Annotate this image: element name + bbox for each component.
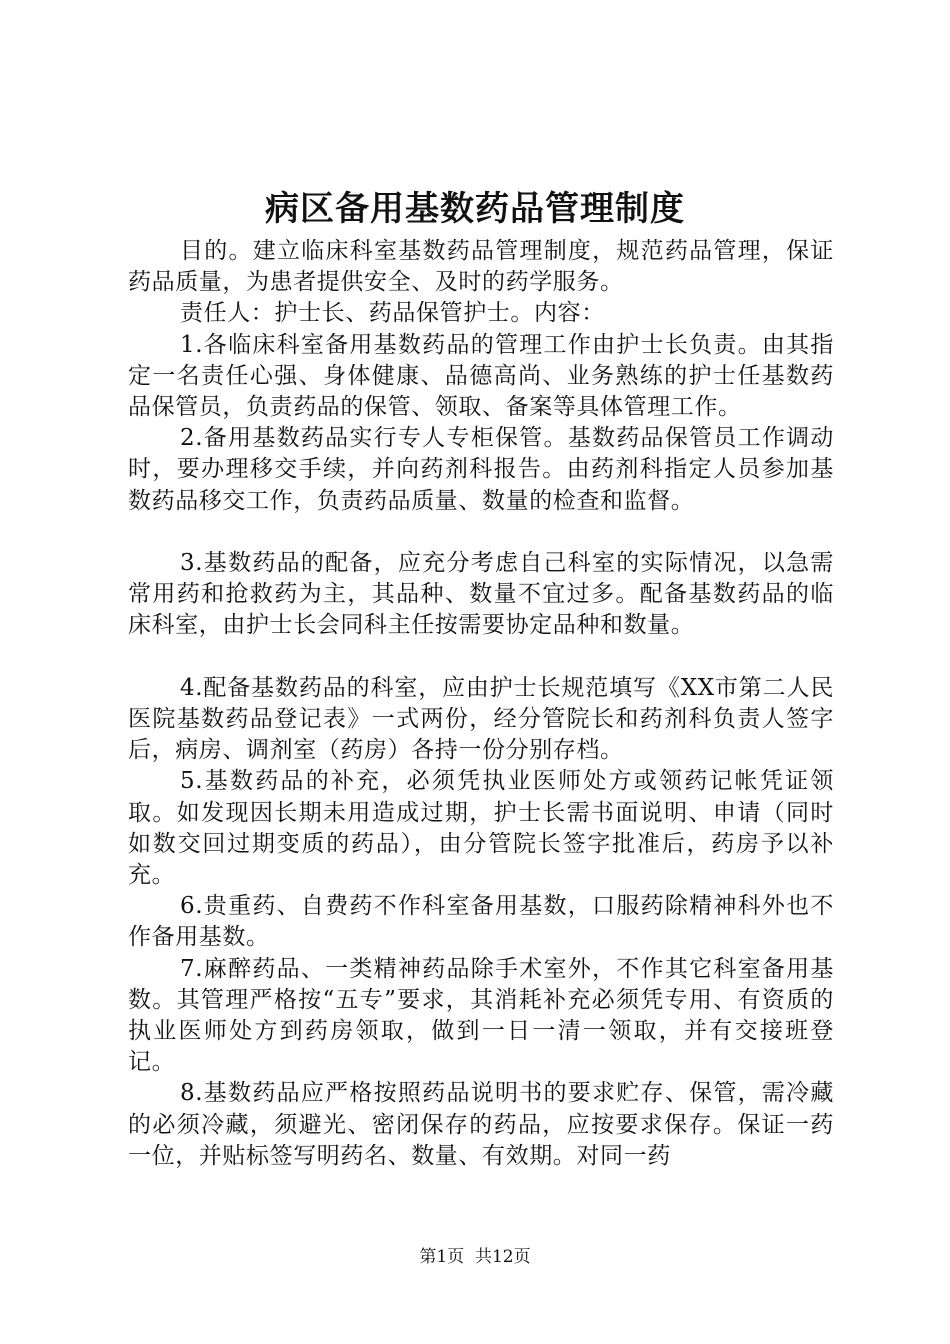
paragraph-item-1: 1.各临床科室备用基数药品的管理工作由护士长负责。由其指定一名责任心强、身体健康、品德高尚、业务熟练的护士任基数药品保管员，负责药品的保管、领取、备案等具体管理工作。	[128, 331, 834, 421]
paragraph-purpose: 目的。建立临床科室基数药品管理制度，规范药品管理，保证药品质量，为患者提供安全、及时的药学服务。	[128, 238, 834, 296]
document-body	[128, 236, 834, 1172]
paragraph-item-3: 3.基数药品的配备，应充分考虑自己科室的实际情况，以急需常用药和抢救药为主，其品种、数量不宜过多。配备基数药品的临床科室，由护士长会同科主任按需要协定品种和数量。	[128, 550, 834, 639]
page-footer	[0, 1245, 950, 1269]
paragraph-item-8: 8.基数药品应严格按照药品说明书的要求贮存、保管，需冷藏的必须冷藏，须避光、密闭保存的药品，应按要求保存。保证一药一位，并贴标签写明药名、数量、有效期。对同一药	[128, 1080, 834, 1169]
paragraph-item-7: 7.麻醉药品、一类精神药品除手术室外，不作其它科室备用基数。其管理严格按“五专”要求，其消耗补充必须凭专用、有资质的执业医师处方到药房领取，做到一日一清一领取，并有交接班登记。	[128, 955, 834, 1076]
paragraph-item-6: 6.贵重药、自费药不作科室备用基数，口服药除精神科外也不作备用基数。	[128, 893, 834, 951]
paragraph-item-2: 2.备用基数药品实行专人专柜保管。基数药品保管员工作调动时，要办理移交手续，并向药剂科报告。由药剂科指定人员参加基数药品移交工作，负责药品质量、数量的检查和监督。	[128, 425, 834, 514]
paragraph-item-4: 4.配备基数药品的科室，应由护士长规范填写《XX市第二人民医院基数药品登记表》一式两份，经分管院长和药剂科负责人签字后，病房、调剂室（药房）各持一份分别存档。	[128, 674, 834, 764]
document-title: 病区备用基数药品管理制度	[265, 189, 685, 229]
paragraph-responsible: 责任人：护士长、药品保管护士。内容：	[180, 300, 605, 327]
paragraph-item-5: 5.基数药品的补充，必须凭执业医师处方或领药记帐凭证领取。如发现因长期未用造成过期，护士长需书面说明、申请（同时如数交回过期变质的药品），由分管院长签字批准后，药房予以补充。	[128, 768, 834, 889]
page-number-label: 第1页 共12页	[419, 1247, 531, 1267]
